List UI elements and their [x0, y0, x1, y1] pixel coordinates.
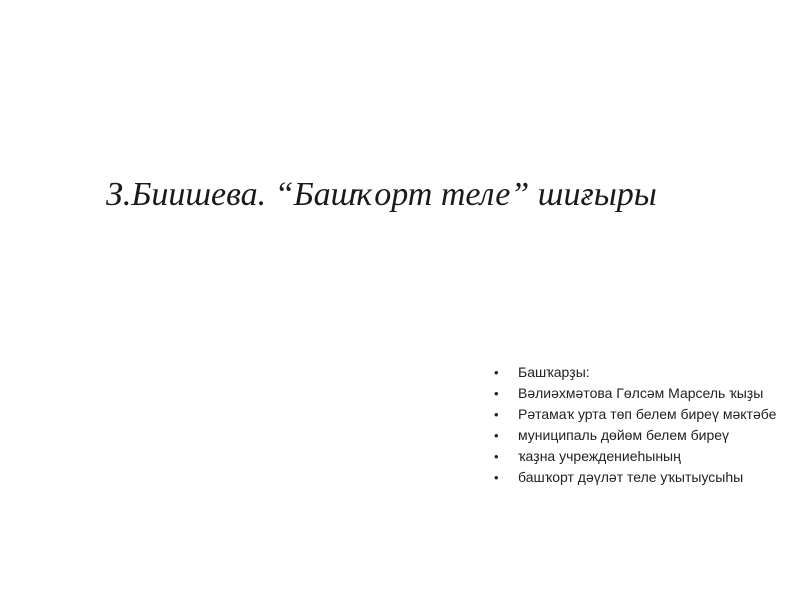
list-item-text: Вәлиәхмәтова Гөлсәм Марсель ҡыҙы: [518, 385, 764, 401]
list-item-text: ҡаҙна учреждениеһының: [518, 448, 681, 464]
bullet-icon: •: [494, 428, 499, 443]
list-item: [494, 426, 784, 445]
author-info-list: [494, 363, 784, 489]
bullet-icon: •: [494, 470, 499, 485]
list-item-text: башҡорт дәүләт теле уҡытыусыһы: [518, 469, 744, 485]
bullet-icon: •: [494, 407, 499, 422]
list-item: [494, 447, 784, 466]
list-item-text: Рәтамаҡ урта төп белем биреү мәктәбе: [518, 406, 777, 422]
list-item: [494, 384, 784, 403]
list-item: [494, 468, 784, 487]
list-item: [494, 363, 784, 382]
list-item-text: Башҡарҙы:: [518, 364, 590, 380]
slide-title: З.Биишева. “Башҡорт теле” шиғыры: [106, 176, 657, 213]
bullet-icon: •: [494, 365, 499, 380]
list-item-text: муниципаль дөйөм белем биреү: [518, 427, 730, 443]
bullet-icon: •: [494, 386, 499, 401]
bullet-icon: •: [494, 449, 499, 464]
list-item: [494, 405, 784, 424]
